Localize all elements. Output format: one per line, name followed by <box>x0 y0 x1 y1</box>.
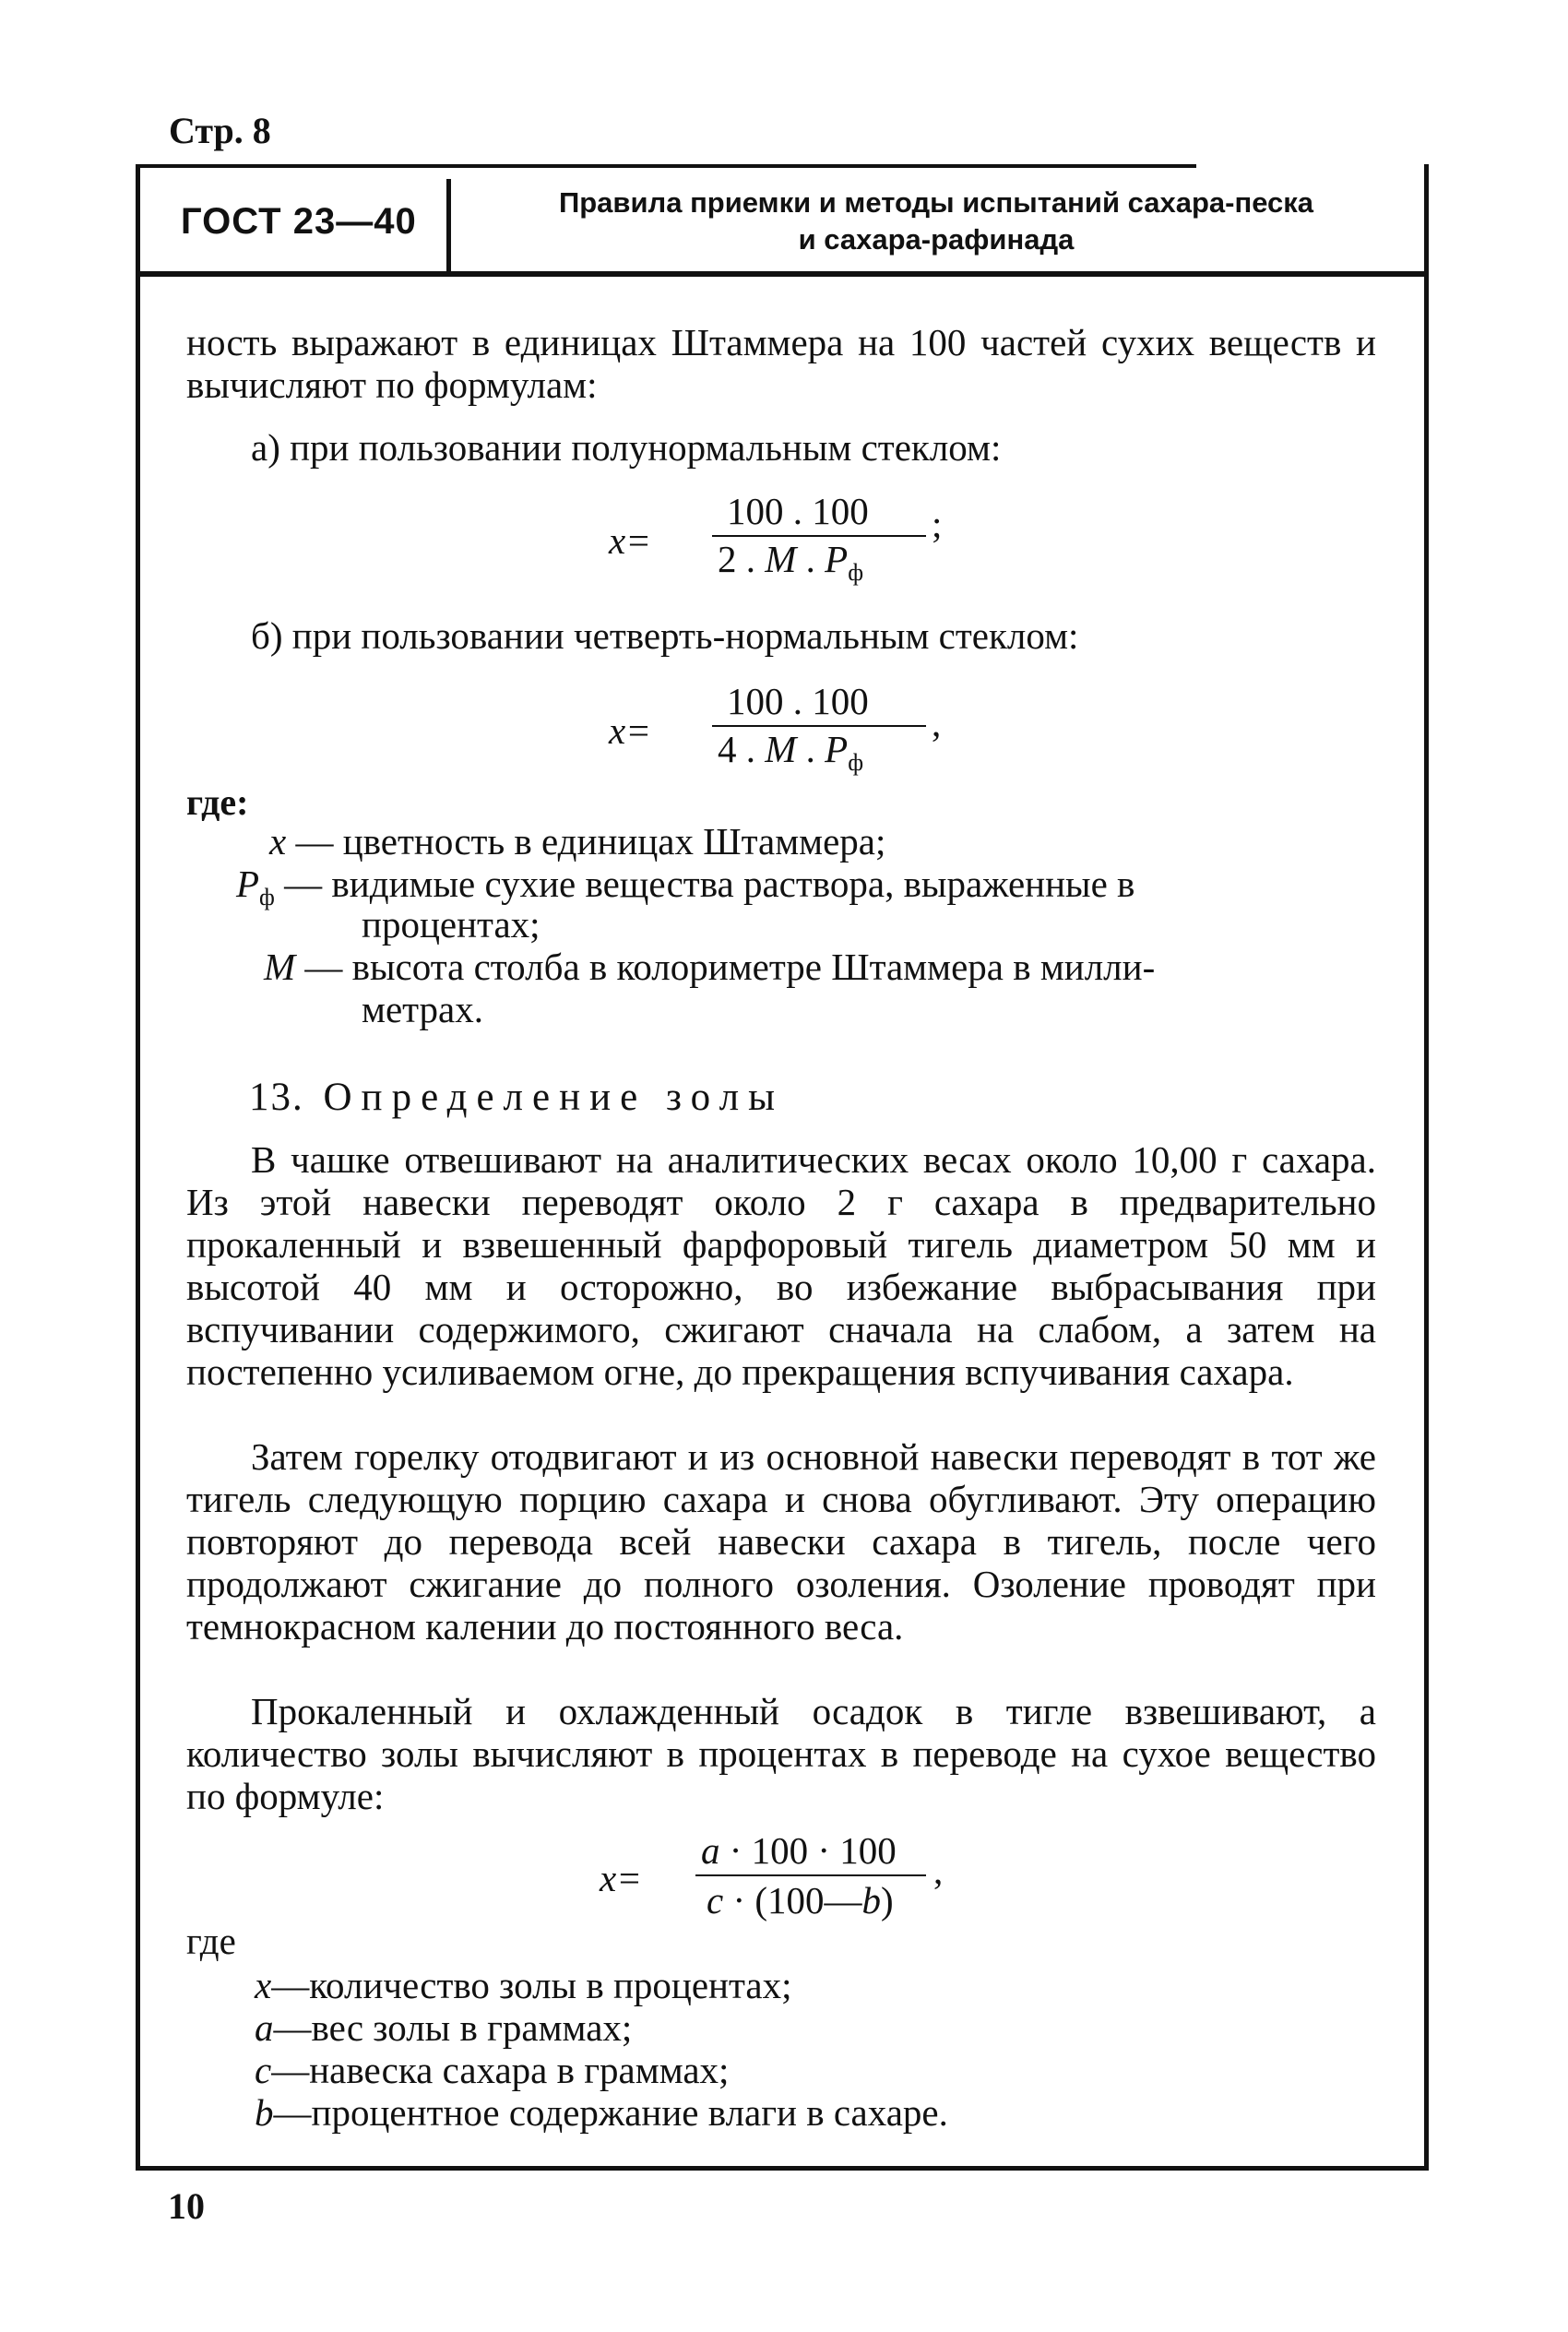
formula-c-den-c: c <box>707 1879 724 1922</box>
formula-c-den-b: b <box>861 1879 882 1922</box>
paragraph-3: Прокаленный и охлажденный осадок в тигле взвешивают, а количество золы вычисляют в процентах в переводе на сухое вещество по формуле: <box>186 1690 1376 1817</box>
paragraph-2: Затем горелку отодвигают и из основной навески переводят в тот же тигель следующую порцию сахара и снова обугливают. Эту операцию повторяют до перевода всей навески сахара в тигель, после чего продолжают сжигание до полного озоления. Озоление проводят при темнокрасном калении до постоянного веса. <box>186 1435 1376 1648</box>
formula-a-den-mid: . <box>796 538 826 580</box>
section-number: 13. <box>249 1076 304 1119</box>
definition2-x <box>255 1963 792 2007</box>
formula-a-lhs: x= <box>609 519 651 562</box>
footer-rule <box>136 2166 1429 2171</box>
formula-b-den-pre: 4 . <box>718 728 766 770</box>
formula-a-subscript: ф <box>848 559 864 587</box>
formula-b-lhs: x= <box>609 709 651 752</box>
formula-c-lhs: x= <box>600 1857 642 1899</box>
definition2-b <box>255 2090 948 2135</box>
where-label-2: где <box>186 1920 236 1962</box>
formula-a <box>609 489 978 600</box>
definition2-x-symbol: x <box>255 1964 272 2006</box>
definition2-a <box>255 2005 632 2050</box>
gost-number: ГОСТ 23—40 <box>181 201 417 242</box>
formula-a-den-p: P <box>825 538 849 580</box>
definition2-x-text: —количество золы в процентах; <box>271 1964 792 2006</box>
definition-m-text: — высота столба в колориметре Штаммера в милли- <box>304 946 1156 988</box>
definition2-c-text: —навеска сахара в граммах; <box>271 2049 730 2091</box>
formula-c-trail: , <box>933 1850 944 1892</box>
formula-b-den-m: M <box>765 728 797 770</box>
formula-c-num-a: a <box>701 1829 720 1872</box>
definition2-b-text: —процентное содержание влаги в сахаре. <box>273 2091 948 2134</box>
case-a-label: а) при пользовании полунормальным стеклом: <box>251 426 1002 469</box>
section-title: Определение золы <box>323 1076 784 1119</box>
case-b-label: б) при пользовании четверть-нормальным стеклом: <box>251 614 1079 657</box>
formula-b-den-p: P <box>825 728 849 770</box>
formula-a-numerator: 100 . 100 <box>727 490 869 532</box>
formula-b-denominator <box>718 727 863 777</box>
formula-c-numerator <box>701 1828 897 1873</box>
definition-p-cont: процентах; <box>362 903 540 946</box>
page-label: Стр. 8 <box>169 110 271 151</box>
definition-p-text: — видимые сухие вещества раствора, выраженные в <box>284 863 1135 905</box>
definition-m-cont: метрах. <box>362 988 484 1030</box>
formula-a-den-pre: 2 . <box>718 538 766 580</box>
header-rule-bottom <box>136 271 1429 277</box>
formula-b-numerator: 100 . 100 <box>727 680 869 722</box>
header-title <box>480 184 1393 258</box>
header-divider <box>446 179 451 271</box>
definition-p-symbol: P <box>236 863 260 905</box>
formula-c-num-rest: · 100 · 100 <box>719 1829 897 1872</box>
formula-b-trail: , <box>932 702 942 744</box>
definition2-c-symbol: c <box>255 2049 272 2091</box>
formula-b <box>609 679 978 790</box>
formula-b-subscript: ф <box>848 749 864 777</box>
formula-c-den-mid: · (100— <box>723 1879 862 1922</box>
definition2-c <box>255 2048 729 2092</box>
formula-b-den-mid: . <box>796 728 826 770</box>
formula-c-fraction-line <box>695 1874 926 1876</box>
section-heading <box>249 1075 784 1120</box>
formula-c-den-close: ) <box>881 1879 894 1922</box>
page-number: 10 <box>168 2185 205 2227</box>
formula-a-trail: ; <box>932 503 943 545</box>
intro-paragraph: ность выражают в единицах Штаммера на 100 частей сухих веществ и вычисляют по формулам: <box>186 321 1376 406</box>
definition-m-symbol: M <box>264 946 296 988</box>
formula-a-den-m: M <box>765 538 797 580</box>
paragraph-1: В чашке отвешивают на аналитических весах около 10,00 г сахара. Из этой навески переводят около 2 г сахара в предварительно прокаленный и взвешенный фарфоровый тигель диаметром 50 мм и высотой 40 мм и осторожно, во избежание выбрасывания при вспучивании содержимого, сжигают сначала на слабом, а затем на постепенно усиливаемом огне, до прекращения вспучивания сахара. <box>186 1138 1376 1393</box>
formula-a-denominator <box>718 537 863 587</box>
definition-x-symbol: x <box>269 820 287 863</box>
definition2-b-symbol: b <box>255 2091 274 2134</box>
formula-c <box>600 1828 1033 1939</box>
header-title-line1: Правила приемки и методы испытаний сахара-песка <box>558 186 1314 219</box>
definition-m <box>264 945 1155 989</box>
definition-x-text: — цветность в единицах Штаммера; <box>295 820 886 863</box>
formula-c-denominator <box>707 1878 894 1922</box>
header-title-line2: и сахара-рафинада <box>798 223 1075 256</box>
header-rule-top <box>136 164 1196 168</box>
where-label-1: где: <box>186 781 249 823</box>
definition-p-subscript: ф <box>259 884 275 911</box>
definition-x <box>269 819 885 863</box>
definition2-a-symbol: a <box>255 2006 274 2049</box>
definition2-a-text: —вес золы в граммах; <box>273 2006 633 2049</box>
